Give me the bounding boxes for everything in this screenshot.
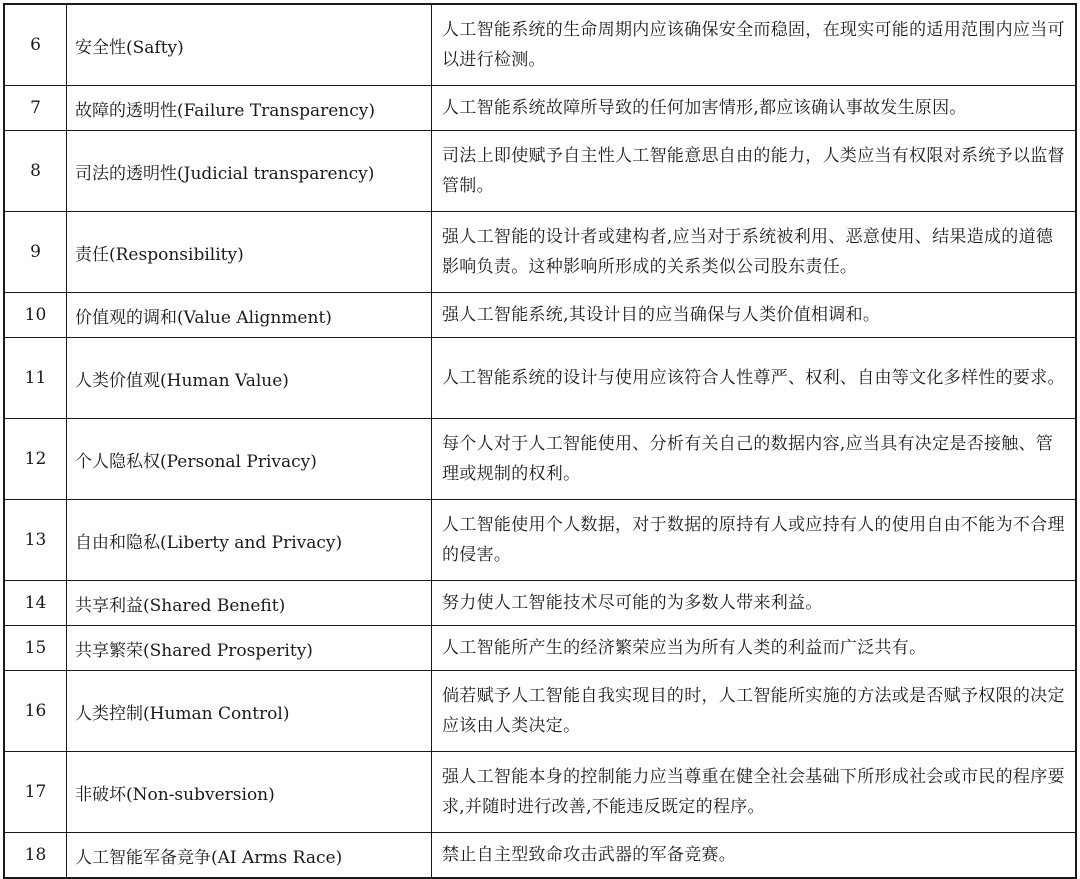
table-row: [4, 833, 1076, 879]
principle-description: 人工智能系统的生命周期内应该确保安全而稳固，在现实可能的适用范围内应当可以进行检测。: [432, 4, 1077, 86]
row-number: 18: [4, 833, 67, 879]
table-row: [4, 338, 1076, 419]
table-row: [4, 293, 1076, 338]
principle-name: 自由和隐私(Liberty and Privacy): [67, 500, 432, 581]
principle-description: 人工智能所产生的经济繁荣应当为所有人类的利益而广泛共有。: [432, 626, 1077, 671]
table-row: [4, 500, 1076, 581]
ai-principles-table: [3, 3, 1077, 879]
principle-description: 人工智能系统的设计与使用应该符合人性尊严、权利、自由等文化多样性的要求。: [432, 338, 1077, 419]
principle-name: 故障的透明性(Failure Transparency): [67, 86, 432, 131]
table-row: [4, 581, 1076, 626]
table-row: [4, 131, 1076, 212]
principle-name: 共享利益(Shared Benefit): [67, 581, 432, 626]
table-row: [4, 419, 1076, 500]
row-number: 7: [4, 86, 67, 131]
principle-name: 人工智能军备竞争(AI Arms Race): [67, 833, 432, 879]
row-number: 17: [4, 752, 67, 833]
principle-name: 非破坏(Non-subversion): [67, 752, 432, 833]
principle-name: 人类控制(Human Control): [67, 671, 432, 752]
principle-description: 强人工智能本身的控制能力应当尊重在健全社会基础下所形成社会或市民的程序要求,并随时进行改善,不能违反既定的程序。: [432, 752, 1077, 833]
principle-description: 人工智能系统故障所导致的任何加害情形,都应该确认事故发生原因。: [432, 86, 1077, 131]
table-row: [4, 4, 1076, 86]
principle-description: 强人工智能的设计者或建构者,应当对于系统被利用、恶意使用、结果造成的道德影响负责。这种影响所形成的关系类似公司股东责任。: [432, 212, 1077, 293]
principle-description: 司法上即使赋予自主性人工智能意思自由的能力，人类应当有权限对系统予以监督管制。: [432, 131, 1077, 212]
row-number: 6: [4, 4, 67, 86]
principle-description: 人工智能使用个人数据，对于数据的原持有人或应持有人的使用自由不能为不合理的侵害。: [432, 500, 1077, 581]
row-number: 8: [4, 131, 67, 212]
table-row: [4, 626, 1076, 671]
principle-name: 责任(Responsibility): [67, 212, 432, 293]
principle-description: 强人工智能系统,其设计目的应当确保与人类价值相调和。: [432, 293, 1077, 338]
principle-description: 努力使人工智能技术尽可能的为多数人带来利益。: [432, 581, 1077, 626]
table-row: [4, 671, 1076, 752]
table-row: [4, 86, 1076, 131]
principle-name: 共享繁荣(Shared Prosperity): [67, 626, 432, 671]
table-row: [4, 212, 1076, 293]
principle-description: 倘若赋予人工智能自我实现目的时，人工智能所实施的方法或是否赋予权限的决定应该由人类决定。: [432, 671, 1077, 752]
principle-name: 人类价值观(Human Value): [67, 338, 432, 419]
row-number: 11: [4, 338, 67, 419]
table-row: [4, 752, 1076, 833]
row-number: 12: [4, 419, 67, 500]
row-number: 16: [4, 671, 67, 752]
table-body: [4, 4, 1076, 878]
principle-name: 价值观的调和(Value Alignment): [67, 293, 432, 338]
principle-name: 安全性(Safty): [67, 4, 432, 86]
row-number: 10: [4, 293, 67, 338]
principle-description: 禁止自主型致命攻击武器的军备竞赛。: [432, 833, 1077, 879]
principle-name: 个人隐私权(Personal Privacy): [67, 419, 432, 500]
row-number: 15: [4, 626, 67, 671]
row-number: 14: [4, 581, 67, 626]
principle-description: 每个人对于人工智能使用、分析有关自己的数据内容,应当具有决定是否接触、管理或规制的权利。: [432, 419, 1077, 500]
row-number: 9: [4, 212, 67, 293]
principle-name: 司法的透明性(Judicial transparency): [67, 131, 432, 212]
row-number: 13: [4, 500, 67, 581]
